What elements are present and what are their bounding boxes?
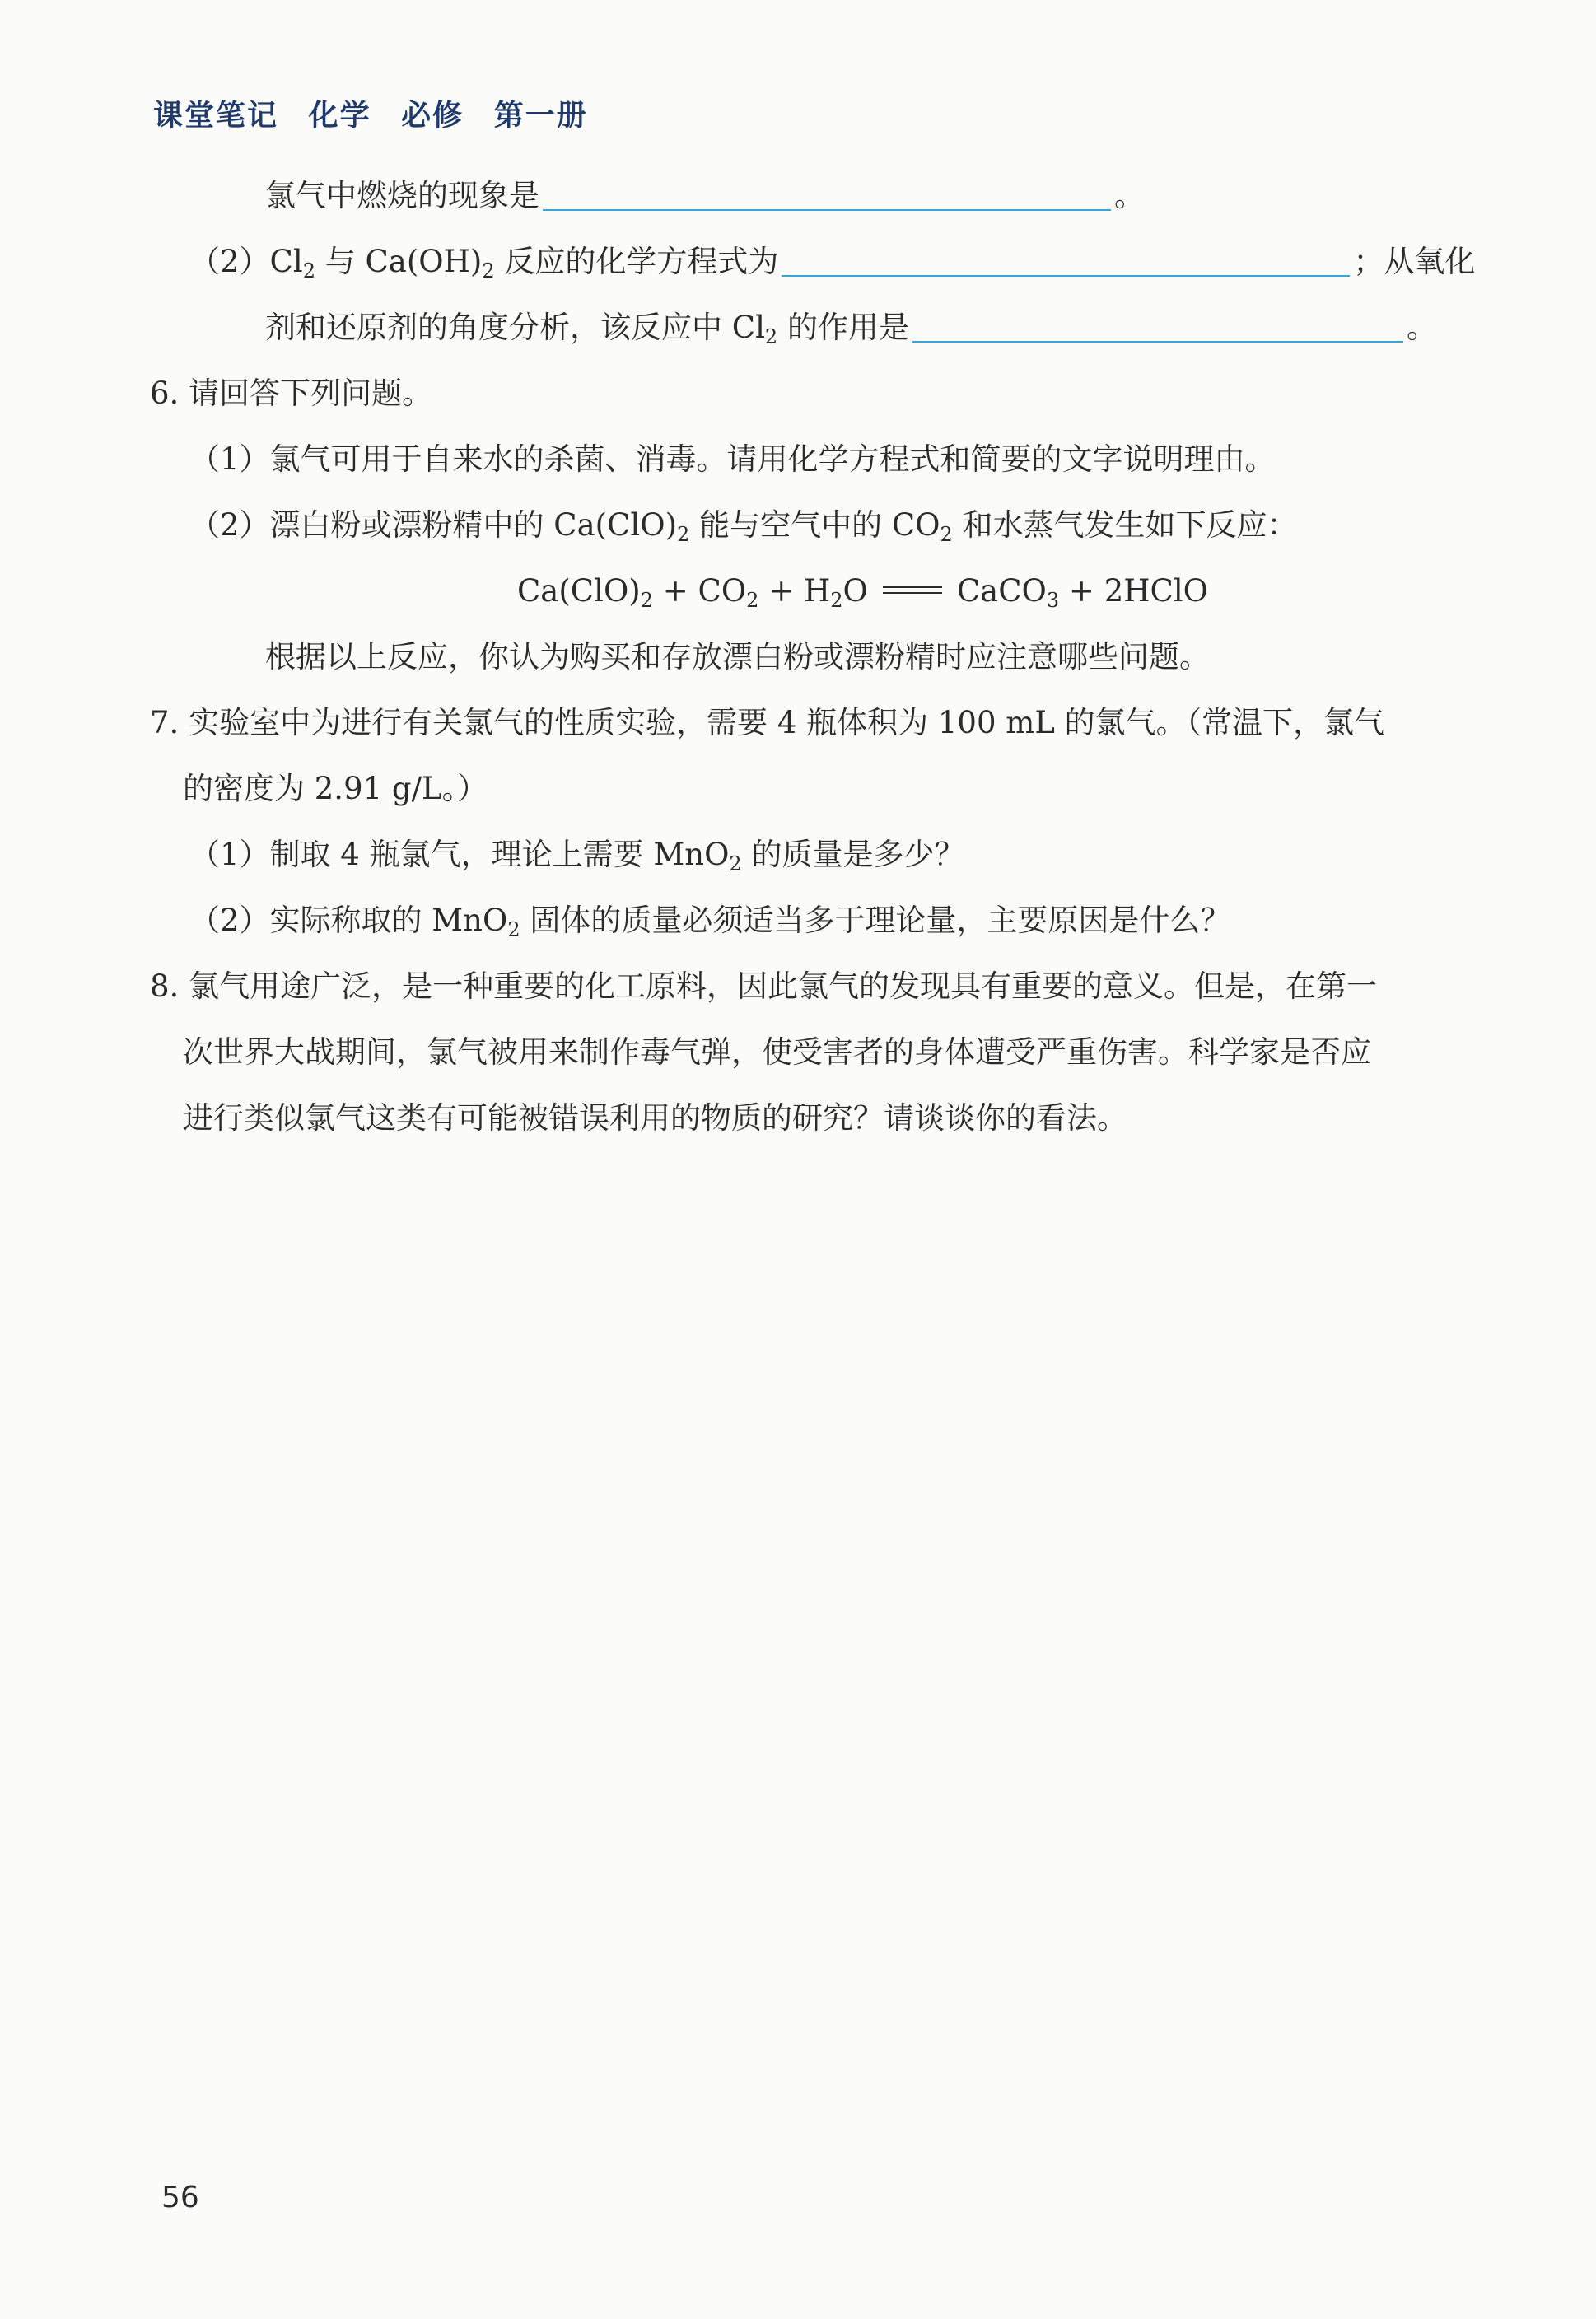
question-8: 8. 氯气用途广泛，是一种重要的化工原料，因此氯气的发现具有重要的意义。但是，在第一: [150, 968, 1378, 1004]
question-6: 6. 请回答下列问题。: [150, 376, 433, 411]
header-volume: 第一册: [493, 99, 588, 133]
answer-blank[interactable]: [543, 178, 1111, 211]
question-7-1: （1）制取 4 瓶氯气，理论上需要 MnO$_2$ 的质量是多少？: [189, 837, 965, 875]
page-header: [153, 92, 606, 134]
q5-2-continuation: 剂和还原剂的角度分析，该反应中 $Cl_2$ 的作用是 。: [265, 310, 1437, 348]
question-7-cont: 的密度为 2.91 g/L。）: [183, 771, 488, 806]
question-6-2-ask: 根据以上反应，你认为购买和存放漂白粉或漂粉精时应注意哪些问题。: [265, 639, 1210, 674]
q5-1-continuation: 氯气中燃烧的现象是 。: [265, 178, 1145, 213]
header-series: 课堂笔记: [153, 99, 279, 133]
question-8-cont-2: 进行类似氯气这类有可能被错误利用的物质的研究？请谈谈你的看法。: [183, 1100, 1127, 1136]
chemical-equation: $Ca(ClO)_2 + CO_2 + H_2O$ CaCO$_3$ + 2HClO: [517, 573, 1208, 612]
question-7-2: （2）实际称取的 MnO$_2$ 固体的质量必须适当多于理论量，主要原因是什么？: [189, 903, 1231, 941]
header-level: 必修: [401, 99, 464, 133]
answer-blank[interactable]: [912, 310, 1403, 343]
question-6-2: （2）漂白粉或漂粉精中的 $Ca(ClO)_2$ 能与空气中的 $CO_2$ 和水蒸气发生如下反应：: [189, 507, 1298, 546]
page-number: 56: [161, 2181, 199, 2214]
header-subject: 化学: [308, 99, 371, 133]
q5-2-line: $(2)Cl_2$ 与 $Ca(OH)_2$ 反应的化学方程式为 ；从氧化: [189, 244, 1476, 282]
equals-sign-icon: [883, 586, 942, 594]
question-8-cont-1: 次世界大战期间，氯气被用来制作毒气弹，使受害者的身体遭受严重伤害。科学家是否应: [183, 1034, 1371, 1070]
answer-blank[interactable]: [782, 244, 1350, 277]
question-6-1: （1）氯气可用于自来水的杀菌、消毒。请用化学方程式和简要的文字说明理由。: [189, 441, 1276, 477]
question-7: 7. 实验室中为进行有关氯气的性质实验，需要 4 瓶体积为 100 mL 的氯气。（常温下，氯气: [150, 705, 1385, 740]
